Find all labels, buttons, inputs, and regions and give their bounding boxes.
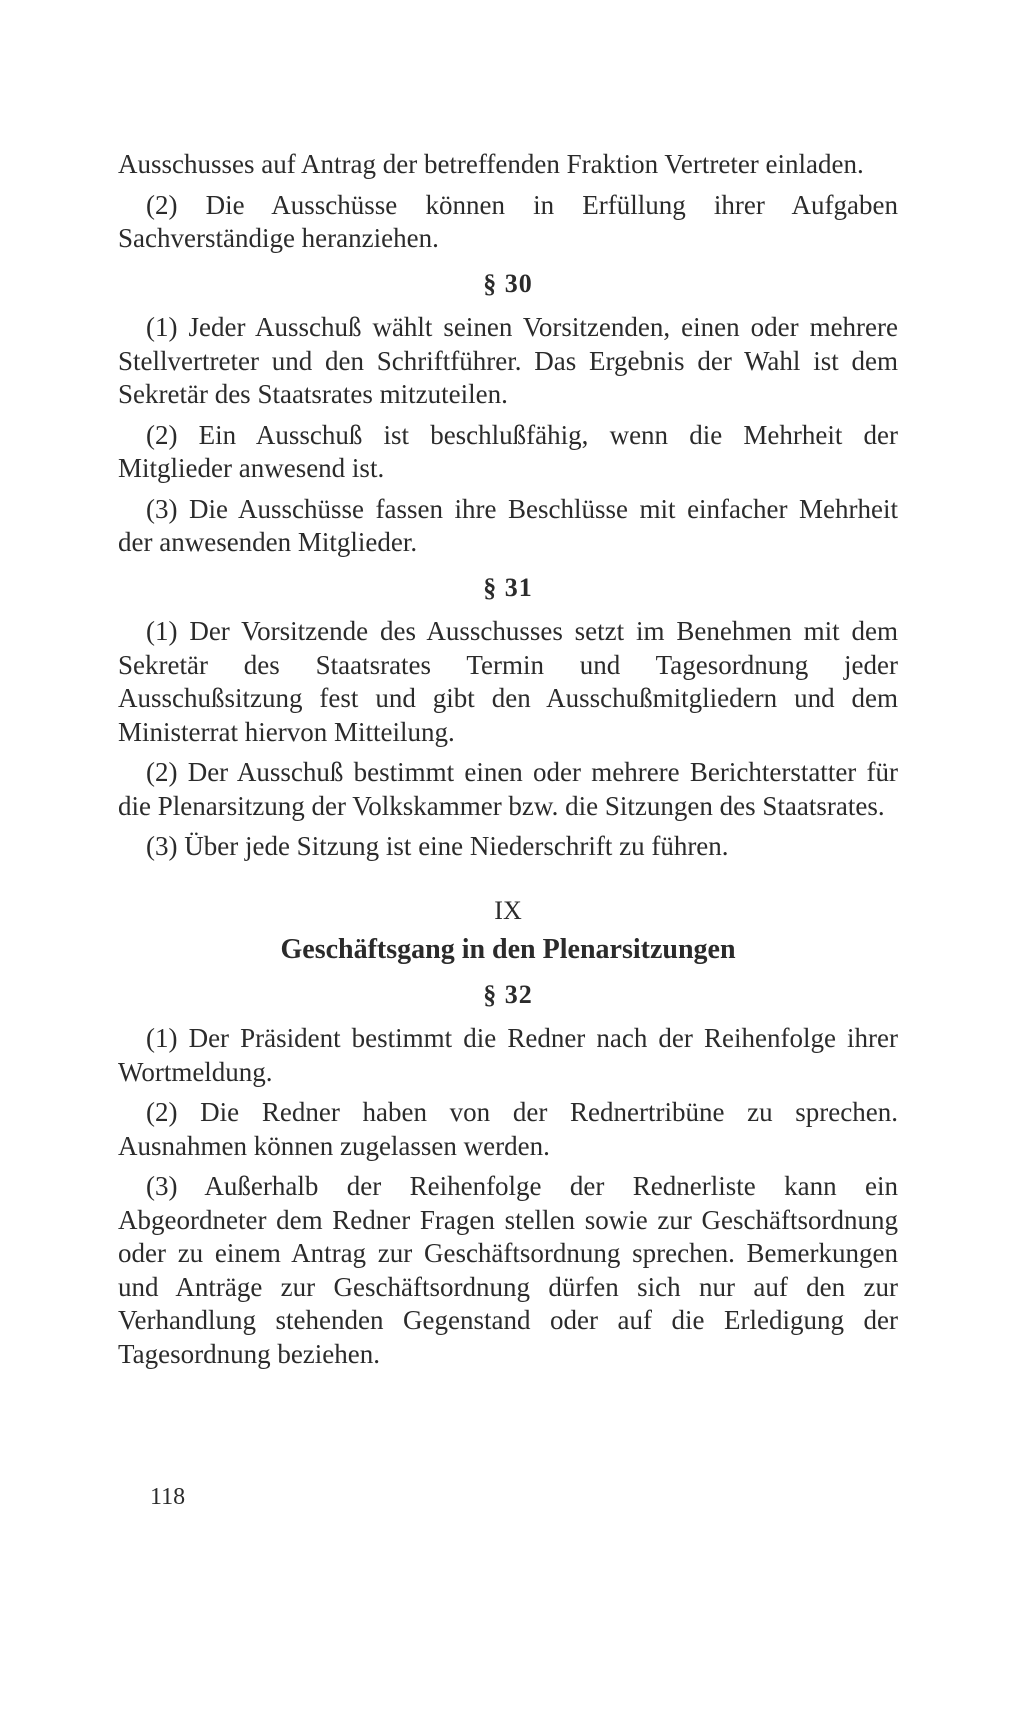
section-heading: § 32 (483, 979, 533, 1009)
paragraph: Ausschusses auf Antrag der betreffenden Fraktion Vertreter einladen. (118, 149, 864, 179)
paragraph: (2) Die Ausschüsse können in Erfüllung ihrer Aufgaben Sachverständige heranziehen. (118, 189, 898, 253)
paragraph: (3) Die Ausschüsse fassen ihre Beschlüsse mit einfacher Mehrheit der anwesenden Mitglieder. (118, 493, 898, 557)
paragraph: (1) Jeder Ausschuß wählt seinen Vorsitzenden, einen oder mehrere Stellvertreter und den Schriftführer. Das Ergebnis der Wahl ist dem Sekretär des Staatsrates mitzuteilen. (118, 312, 898, 409)
page-body (118, 148, 898, 1378)
chapter-title: Geschäftsgang in den Plenarsitzungen (280, 934, 736, 965)
paragraph: (3) Außerhalb der Reihenfolge der Rednerliste kann ein Abgeordneter dem Redner Fragen stellen sowie zur Geschäftsordnung oder zu einem Antrag zur Geschäftsordnung sprechen. Bemerkungen und Anträge zur Geschäftsordnung dürfen sich nur auf den zur Verhandlung stehenden Gegenstand oder auf die Erledigung der Tagesordnung beziehen. (118, 1171, 898, 1369)
paragraph: (1) Der Präsident bestimmt die Redner nach der Reihenfolge ihrer Wortmeldung. (118, 1023, 898, 1087)
page-number: 118 (150, 1484, 186, 1510)
paragraph: (2) Die Redner haben von der Rednertribüne zu sprechen. Ausnahmen können zugelassen werden. (118, 1097, 898, 1161)
paragraph: (3) Über jede Sitzung ist eine Niederschrift zu führen. (146, 831, 729, 861)
paragraph: (2) Der Ausschuß bestimmt einen oder mehrere Berichterstatter für die Plenarsitzung der Volkskammer bzw. die Sitzungen des Staatsrates. (118, 757, 898, 821)
paragraph: (2) Ein Ausschuß ist beschlußfähig, wenn die Mehrheit der Mitglieder anwesend ist. (118, 419, 898, 483)
paragraph: (1) Der Vorsitzende des Ausschusses setzt im Benehmen mit dem Sekretär des Staatsrates Termin und Tagesordnung jeder Ausschußsitzung fest und gibt den Ausschußmitgliedern und dem Ministerrat hiervon Mitteilung. (118, 616, 898, 747)
section-heading: § 30 (483, 268, 533, 298)
chapter-number: IX (494, 895, 522, 925)
section-heading: § 31 (483, 572, 533, 602)
